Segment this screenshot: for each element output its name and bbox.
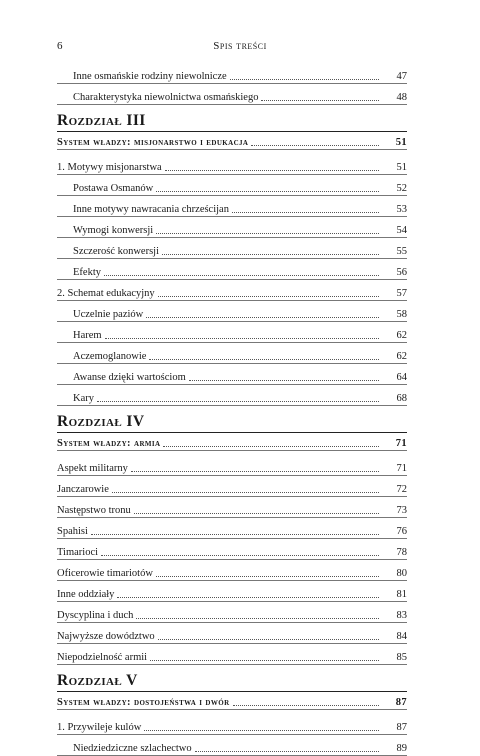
toc-entry-page: 81	[396, 589, 407, 600]
toc-entry	[57, 301, 407, 322]
chapter-title: Rozdział IV	[57, 413, 145, 430]
dot-leader	[134, 513, 379, 514]
toc-entry	[57, 518, 407, 539]
toc-entry-label: Awanse dzięki wartościom	[73, 372, 186, 383]
dot-leader	[105, 338, 379, 339]
toc-entry-page: 52	[396, 183, 407, 194]
toc-entry	[57, 217, 407, 238]
toc-entry	[57, 714, 407, 735]
toc-entry-page: 89	[396, 743, 407, 754]
toc-entry-label: Niepodzielność armii	[57, 652, 148, 663]
dot-leader	[195, 751, 379, 752]
toc-entry-page: 76	[396, 526, 407, 537]
dot-leader	[101, 555, 379, 556]
toc-entry-label: Wymogi konwersji	[73, 225, 154, 236]
toc-entry	[57, 644, 407, 665]
dot-leader	[251, 145, 379, 146]
toc-entry	[57, 364, 407, 385]
toc-entry-page: 48	[396, 92, 407, 103]
toc-entry-label: Aczemoglanowie	[73, 351, 147, 362]
chapter-section-heading	[57, 432, 407, 451]
toc-entry	[57, 280, 407, 301]
toc-entry-label: Janczarowie	[57, 484, 109, 495]
toc-entry	[57, 322, 407, 343]
toc-entry-page: 62	[396, 330, 407, 341]
toc-entry-page: 47	[396, 71, 407, 82]
dot-leader	[165, 170, 379, 171]
dot-leader	[163, 446, 379, 447]
toc-entry-page: 68	[396, 393, 407, 404]
toc-entry-page: 56	[396, 267, 407, 278]
dot-leader	[156, 576, 379, 577]
toc-entry-label: 1. Motywy misjonarstwa	[57, 162, 162, 173]
toc-entry	[57, 84, 407, 105]
toc-entry-label: Inne osmańskie rodziny niewolnicze	[73, 71, 227, 82]
toc-entry-label: Inne oddziały	[57, 589, 115, 600]
toc-entry-label: Inne motywy nawracania chrześcijan	[73, 204, 229, 215]
dot-leader	[261, 100, 379, 101]
dot-leader	[156, 191, 379, 192]
page-header	[57, 40, 423, 54]
dot-leader	[91, 534, 379, 535]
toc-entry-label: Dyscyplina i duch	[57, 610, 134, 621]
toc-entry	[57, 623, 407, 644]
section-label: System władzy: dostojeństwa i dwór	[57, 697, 230, 708]
toc-entry	[57, 238, 407, 259]
section-page: 51	[395, 137, 407, 148]
dot-leader	[104, 275, 379, 276]
dot-leader	[112, 492, 379, 493]
toc-entry-page: 72	[396, 484, 407, 495]
dot-leader	[136, 618, 379, 619]
toc-entry-page: 51	[396, 162, 407, 173]
dot-leader	[189, 380, 379, 381]
dot-leader	[146, 317, 379, 318]
toc-entry-label: Charakterystyka niewolnictwa osmańskiego	[73, 92, 259, 103]
toc-entry	[57, 343, 407, 364]
toc-entry	[57, 63, 407, 84]
dot-leader	[233, 705, 379, 706]
dot-leader	[97, 401, 379, 402]
toc-entry	[57, 259, 407, 280]
toc-entry-page: 78	[396, 547, 407, 558]
chapter-title: Rozdział V	[57, 672, 138, 689]
toc-entry	[57, 385, 407, 406]
toc-entry-label: Efekty	[73, 267, 101, 278]
toc-entry-label: 1. Przywileje kulów	[57, 722, 142, 733]
dot-leader	[149, 359, 379, 360]
dot-leader	[150, 660, 379, 661]
section-label: System władzy: misjonarstwo i edukacja	[57, 137, 249, 148]
chapter-section-heading	[57, 131, 407, 150]
toc-entry-page: 87	[396, 722, 407, 733]
dot-leader	[162, 254, 379, 255]
chapter-title: Rozdział III	[57, 112, 146, 129]
toc-entry-page: 53	[396, 204, 407, 215]
toc-entry-page: 58	[396, 309, 407, 320]
toc-entry-page: 80	[396, 568, 407, 579]
toc-entry-page: 83	[396, 610, 407, 621]
toc-entry-label: Kary	[73, 393, 94, 404]
toc-entry	[57, 455, 407, 476]
dot-leader	[144, 730, 379, 731]
table-of-contents	[57, 63, 407, 756]
dot-leader	[158, 296, 379, 297]
toc-entry-label: Aspekt militarny	[57, 463, 128, 474]
dot-leader	[230, 79, 379, 80]
section-label: System władzy: armia	[57, 438, 161, 449]
toc-entry-page: 84	[396, 631, 407, 642]
dot-leader	[232, 212, 379, 213]
toc-entry	[57, 560, 407, 581]
toc-entry-page: 55	[396, 246, 407, 257]
page-number: 6	[57, 40, 63, 52]
toc-entry-page: 62	[396, 351, 407, 362]
section-page: 71	[395, 438, 407, 449]
dot-leader	[131, 471, 379, 472]
toc-entry-label: Spahisi	[57, 526, 88, 537]
toc-entry-page: 85	[396, 652, 407, 663]
dot-leader	[156, 233, 379, 234]
toc-entry	[57, 602, 407, 623]
dot-leader	[158, 639, 379, 640]
toc-entry-page: 64	[396, 372, 407, 383]
toc-entry-label: Szczerość konwersji	[73, 246, 160, 257]
toc-entry-label: 2. Schemat edukacyjny	[57, 288, 155, 299]
toc-entry	[57, 539, 407, 560]
toc-entry	[57, 735, 407, 756]
toc-entry	[57, 497, 407, 518]
toc-entry	[57, 476, 407, 497]
toc-entry-label: Niedziedziczne szlachectwo	[73, 743, 192, 754]
toc-entry-label: Oficerowie timariotów	[57, 568, 153, 579]
toc-entry-label: Uczelnie paziów	[73, 309, 144, 320]
toc-entry	[57, 175, 407, 196]
toc-entry-page: 54	[396, 225, 407, 236]
running-title: Spis treści	[213, 40, 267, 52]
toc-entry	[57, 154, 407, 175]
toc-entry-page: 57	[396, 288, 407, 299]
toc-entry-page: 73	[396, 505, 407, 516]
chapter-section-heading	[57, 691, 407, 710]
toc-entry-page: 71	[396, 463, 407, 474]
toc-entry-label: Postawa Osmanów	[73, 183, 154, 194]
toc-entry	[57, 581, 407, 602]
toc-entry-label: Następstwo tronu	[57, 505, 131, 516]
toc-entry-label: Harem	[73, 330, 102, 341]
section-page: 87	[395, 697, 407, 708]
dot-leader	[117, 597, 379, 598]
toc-entry-label: Najwyższe dowództwo	[57, 631, 155, 642]
toc-entry	[57, 196, 407, 217]
toc-entry-label: Timarioci	[57, 547, 99, 558]
